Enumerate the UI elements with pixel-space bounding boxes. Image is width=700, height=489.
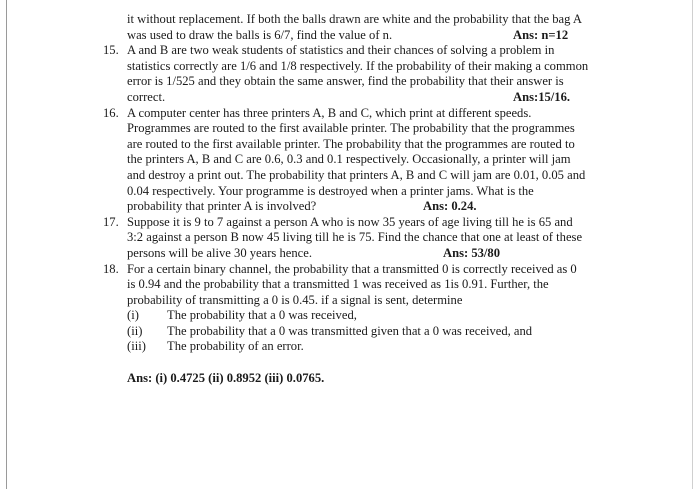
question-18-line-3: probability of transmitting a 0 is 0.45. if a signal is sent, determine [127, 292, 463, 307]
question-18-number: 18. [103, 261, 119, 276]
page-right-border [692, 0, 693, 489]
question-16-line-4: the printers A, B and C are 0.6, 0.3 and 0.1 respectively. Occasionally, a printer will jam [127, 152, 571, 167]
question-16-line-3: are routed to the first available printer. The probability that the programmes are routed to [127, 136, 575, 151]
prev-question-line-1: it without replacement. If both the balls drawn are white and the probability that the bag A [127, 12, 582, 26]
question-17-answer: Ans: 53/80 [443, 245, 501, 260]
document-page [103, 12, 617, 387]
question-18-part-i [103, 308, 617, 324]
prev-question-answer: Ans: n=12 [513, 27, 569, 42]
question-15-answer: Ans:15/16. [513, 89, 571, 104]
question-15: 15. A and B are two weak students of statistics and their chances of solving a problem in [103, 43, 555, 58]
question-16-line-2: Programmes are routed to the first available printer. The probability that the programmes [127, 121, 575, 136]
part-roman: (i) [127, 308, 139, 323]
question-17-line-2: 3:2 against a person B now 45 living till he is 75. Find the chance that one at least of these [127, 230, 583, 245]
question-17-number: 17. [103, 214, 119, 229]
question-18-part-ii [103, 324, 617, 340]
question-15-line-3: error is 1/525 and they obtain the same answer, find the probability that their answer is [127, 74, 564, 89]
part-text: The probability that a 0 was received, [167, 308, 357, 323]
question-18-line-2: is 0.94 and the probability that a transmitted 1 was received as 1is 0.91. Further, the [127, 277, 549, 292]
part-roman: (iii) [127, 339, 146, 354]
question-17-line-3: persons will be alive 30 years hence. Ans: 53/80 [127, 245, 501, 260]
question-17: 17. Suppose it is 9 to 7 against a person A who is now 35 years of age living till he is 65 and [103, 214, 573, 229]
question-18: 18. For a certain binary channel, the probability that a transmitted 0 is correctly received as 0 [103, 261, 577, 276]
question-15-line-4: correct. Ans:15/16. [127, 89, 571, 104]
prev-question-line-2: was used to draw the balls is 6/7, find the value of n. Ans: n=12 [127, 27, 569, 42]
question-16-number: 16. [103, 105, 119, 120]
question-18-part-iii [103, 339, 617, 355]
part-roman: (ii) [127, 323, 143, 338]
question-16-line-6: 0.04 respectively. Your programme is destroyed when a printer jams. What is the [127, 183, 534, 198]
question-16-line-7: probability that printer A is involved? Ans: 0.24. [127, 199, 477, 214]
question-16-answer: Ans: 0.24. [423, 199, 477, 214]
question-15-number: 15. [103, 43, 119, 58]
page-left-border [6, 0, 7, 489]
part-text: The probability that a 0 was transmitted given that a 0 was received, and [167, 323, 533, 338]
question-18-answer: Ans: (i) 0.4725 (ii) 0.8952 (iii) 0.0765. [127, 371, 325, 386]
question-16-line-5: and destroy a print out. The probability that printers A, B and C will jam are 0.01, 0.05 and [127, 167, 586, 182]
question-15-line-2: statistics correctly are 1/6 and 1/8 respectively. If the probability of their making a common [127, 58, 589, 73]
question-16: 16. A computer center has three printers A, B and C, which print at different speeds. [103, 105, 532, 120]
part-text: The probability of an error. [167, 339, 304, 354]
